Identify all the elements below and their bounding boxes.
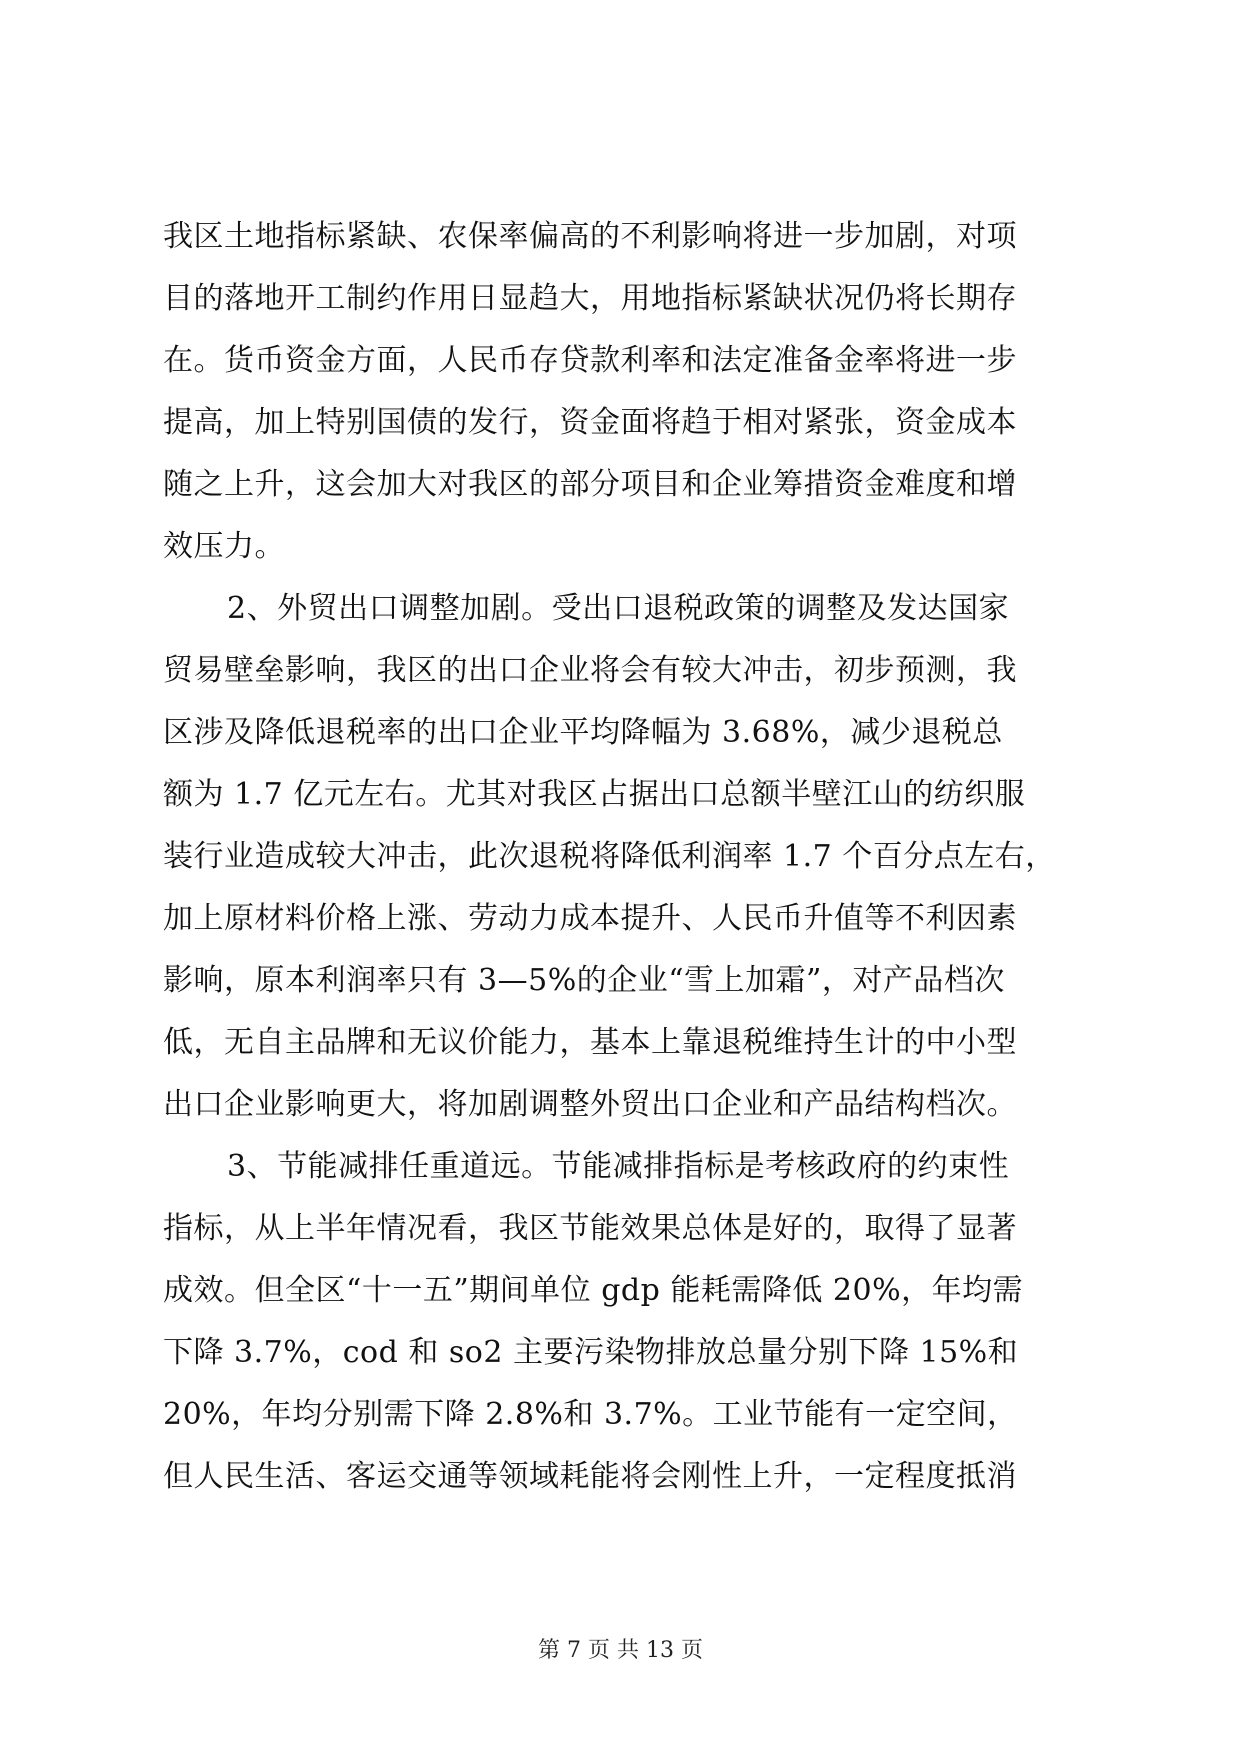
text-line: 额为 1.7 亿元左右。尤其对我区占据出口总额半壁江山的纺织服 bbox=[163, 777, 1026, 812]
text-line: 在。货币资金方面，人民币存贷款利率和法定准备金率将进一步 bbox=[163, 343, 1017, 378]
text-line: 出口企业影响更大，将加剧调整外贸出口企业和产品结构档次。 bbox=[163, 1087, 1017, 1122]
text-line: 效压力。 bbox=[163, 529, 285, 564]
text-line: 指标，从上半年情况看，我区节能效果总体是好的，取得了显著 bbox=[163, 1211, 1017, 1246]
page-number-footer: 第 7 页 共 13 页 bbox=[538, 1638, 703, 1663]
text-line: 目的落地开工制约作用日显趋大，用地指标紧缺状况仍将长期存 bbox=[163, 281, 1017, 316]
text-line: 我区土地指标紧缺、农保率偏高的不利影响将进一步加剧，对项 bbox=[163, 219, 1017, 254]
text-line: 贸易壁垒影响，我区的出口企业将会有较大冲击，初步预测，我 bbox=[163, 653, 1017, 688]
text-line: 随之上升，这会加大对我区的部分项目和企业筹措资金难度和增 bbox=[163, 467, 1017, 502]
text-line: 20%，年均分别需下降 2.8%和 3.7%。工业节能有一定空间， bbox=[163, 1397, 1018, 1432]
text-line: 成效。但全区“十一五”期间单位 gdp 能耗需降低 20%，年均需 bbox=[163, 1273, 1024, 1308]
text-line: 影响，原本利润率只有 3—5%的企业“雪上加霜”，对产品档次 bbox=[163, 963, 1005, 998]
document-body bbox=[163, 206, 1083, 1508]
text-line: 下降 3.7%，cod 和 so2 主要污染物排放总量分别下降 15%和 bbox=[163, 1335, 1019, 1370]
text-line: 加上原材料价格上涨、劳动力成本提升、人民币升值等不利因素 bbox=[163, 901, 1017, 936]
text-line: 区涉及降低退税率的出口企业平均降幅为 3.68%，减少退税总 bbox=[163, 715, 1003, 750]
text-line: 提高，加上特别国债的发行，资金面将趋于相对紧张，资金成本 bbox=[163, 405, 1017, 440]
paragraph-start-line: 2、外贸出口调整加剧。受出口退税政策的调整及发达国家 bbox=[227, 591, 1010, 626]
text-line: 低，无自主品牌和无议价能力，基本上靠退税维持生计的中小型 bbox=[163, 1025, 1017, 1060]
paragraph-start-line: 3、节能减排任重道远。节能减排指标是考核政府的约束性 bbox=[227, 1149, 1010, 1184]
text-line: 但人民生活、客运交通等领域耗能将会刚性上升，一定程度抵消 bbox=[163, 1459, 1017, 1494]
text-line: 装行业造成较大冲击，此次退税将降低利润率 1.7 个百分点左右， bbox=[163, 839, 1056, 874]
